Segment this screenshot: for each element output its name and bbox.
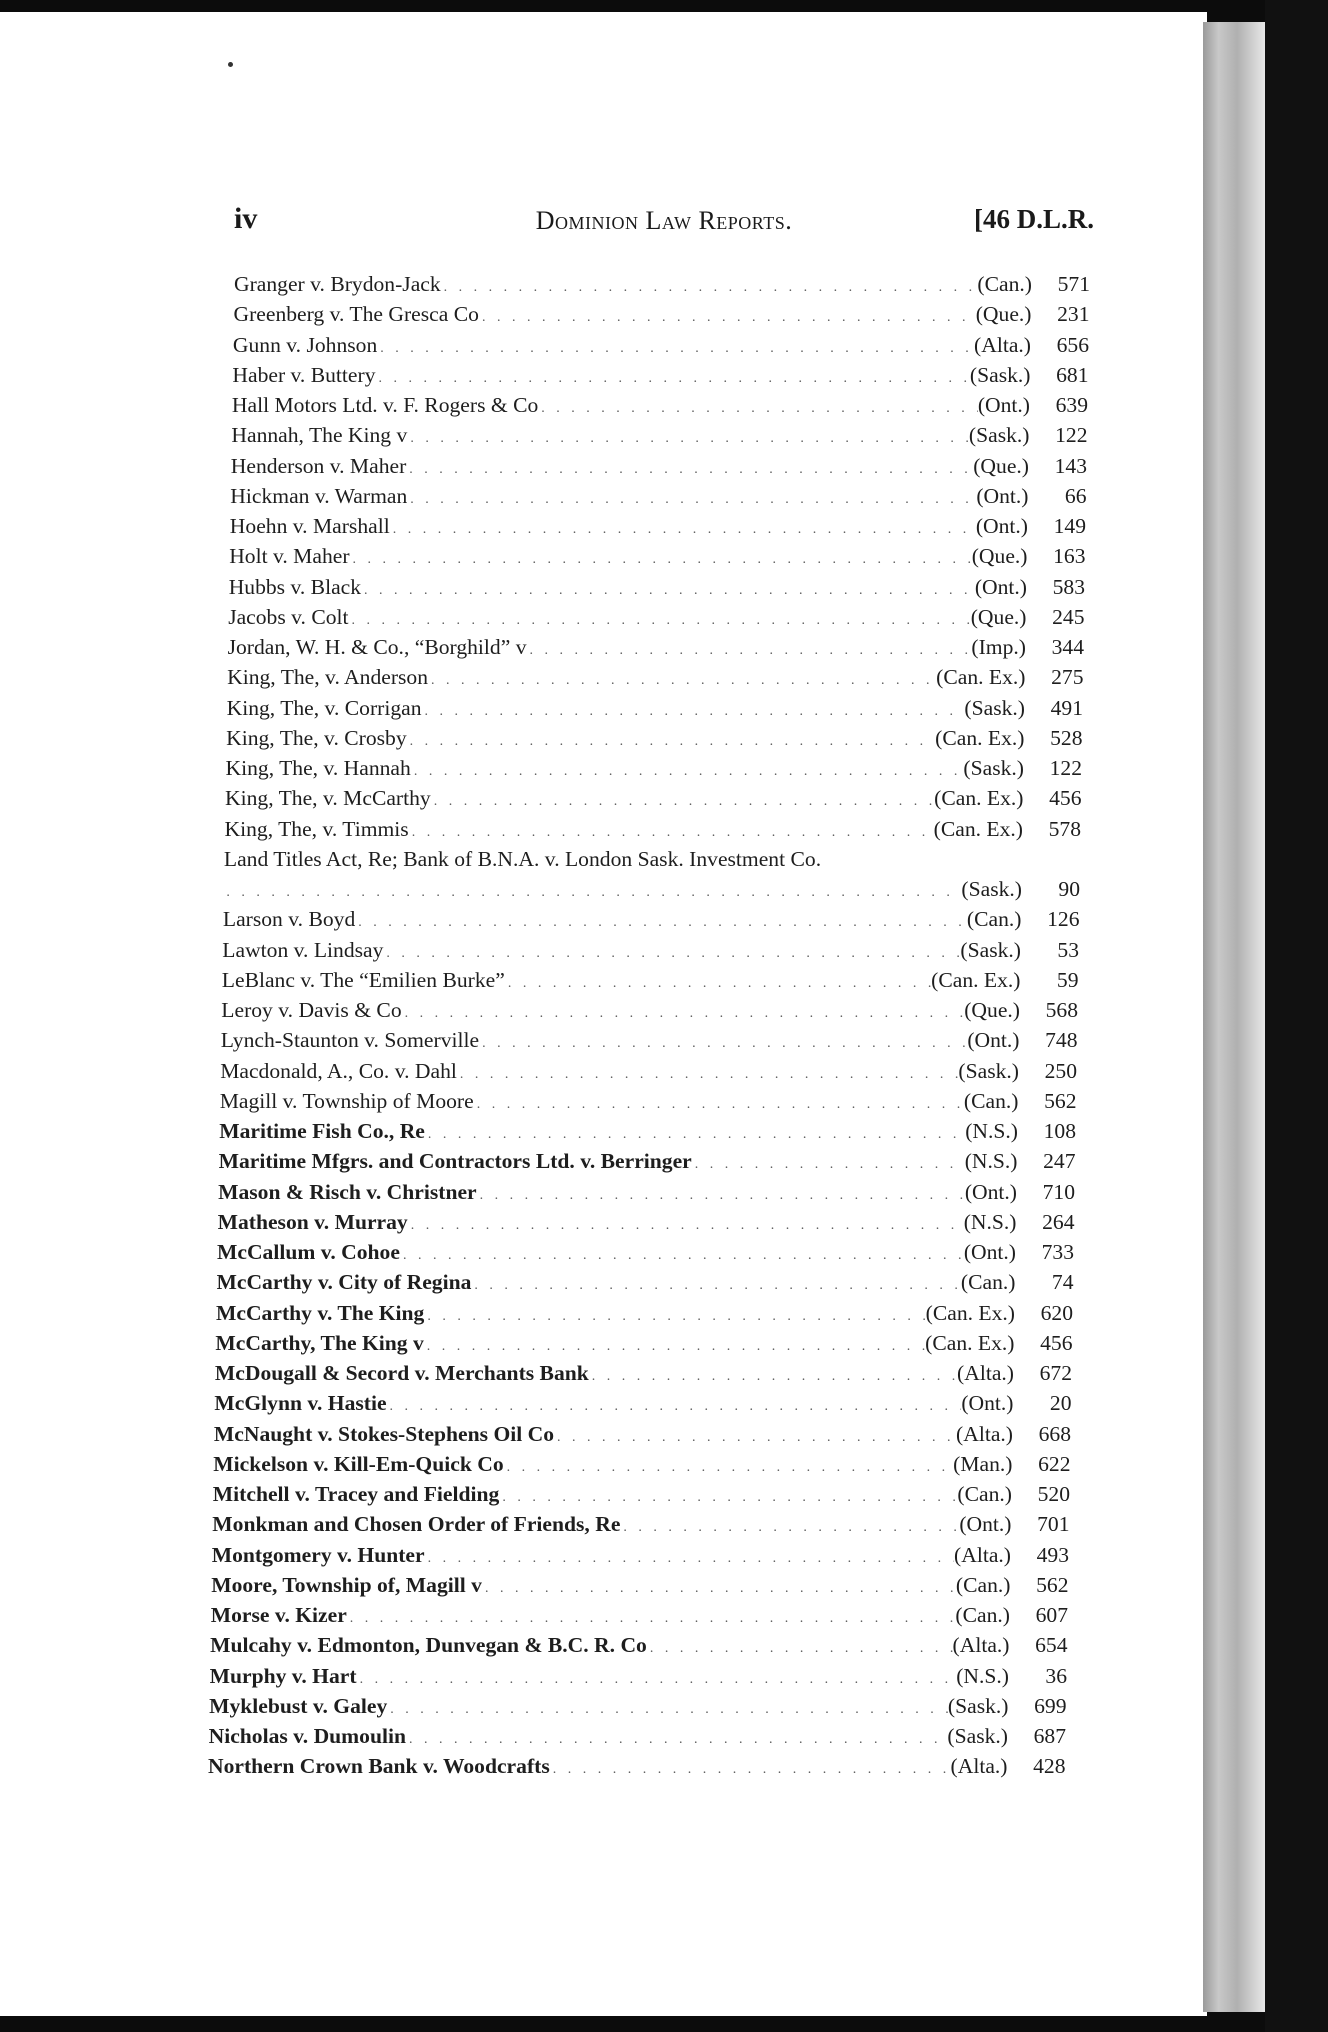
- case-name: King, The, v. Timmis: [224, 816, 409, 841]
- case-name: Murphy v. Hart: [209, 1663, 357, 1688]
- court-abbreviation: (Alta.): [974, 332, 1031, 357]
- court-abbreviation: (Que.): [964, 998, 1020, 1022]
- case-name: Matheson v. Murray: [217, 1209, 408, 1234]
- case-name: King, The, v. McCarthy: [225, 786, 431, 811]
- case-name: Montgomery v. Hunter: [211, 1542, 425, 1567]
- dot-leader: [589, 1369, 957, 1385]
- volume-reference: [46 D.L.R.: [974, 204, 1094, 234]
- page-number: 90: [1058, 877, 1080, 901]
- court-abbreviation: (Sask.): [968, 423, 1030, 448]
- case-name: Haber v. Buttery: [232, 362, 376, 387]
- dot-leader: [407, 734, 936, 750]
- dot-leader: [406, 1732, 947, 1748]
- dot-leader: [376, 371, 970, 387]
- case-name: LeBlanc v. The “Emilien Burke”: [221, 967, 505, 992]
- court-abbreviation: (Can.): [963, 1088, 1019, 1113]
- dot-leader: [471, 1278, 961, 1294]
- court-abbreviation: (Sask.): [947, 1724, 1008, 1748]
- index-entry: [230, 484, 1086, 514]
- dot-leader: [499, 1490, 957, 1506]
- index-entry: [227, 665, 1083, 695]
- index-entry: [219, 1149, 1076, 1179]
- case-name: Hoehn v. Marshall: [229, 514, 390, 538]
- case-name: King, The, v. Anderson: [227, 665, 429, 690]
- court-abbreviation: (Man.): [953, 1451, 1013, 1476]
- index-entry: [210, 1664, 1067, 1694]
- running-header: [234, 202, 1094, 242]
- index-entry: [234, 302, 1090, 332]
- case-name: King, The, v. Corrigan: [226, 695, 422, 720]
- case-name: McCarthy v. The King: [216, 1300, 425, 1325]
- page-number: 491: [1050, 695, 1083, 720]
- case-name: Gunn v. Johnson: [232, 332, 378, 357]
- index-entry: [215, 1361, 1072, 1391]
- page-number: 74: [1051, 1270, 1074, 1295]
- page-number: 687: [1033, 1724, 1066, 1748]
- case-name: Morse v. Kizer: [210, 1603, 347, 1627]
- court-abbreviation: (Ont.): [961, 1391, 1014, 1416]
- index-entry: [214, 1391, 1071, 1421]
- dot-leader: [408, 1218, 964, 1234]
- page-number: 428: [1033, 1754, 1066, 1779]
- dot-leader: [377, 341, 974, 357]
- case-name: Magill v. Township of Moore: [219, 1088, 474, 1113]
- court-abbreviation: (Can. Ex.): [925, 1330, 1015, 1355]
- case-name: Hannah, The King v: [231, 423, 408, 448]
- court-abbreviation: (Que.): [975, 302, 1032, 327]
- index-entry: [218, 1180, 1075, 1210]
- page-number: 562: [1036, 1572, 1069, 1597]
- dot-leader: [620, 1520, 959, 1536]
- court-abbreviation: (Can. Ex.): [925, 1300, 1015, 1325]
- court-abbreviation: (Can.): [955, 1572, 1011, 1597]
- dot-leader: [504, 1460, 954, 1476]
- index-entry: [226, 726, 1082, 756]
- index-entry: [230, 514, 1086, 544]
- case-name: Lynch-Staunton v. Somerville: [220, 1028, 480, 1053]
- case-name: Lawton v. Lindsay: [222, 937, 384, 962]
- page-number: 456: [1049, 786, 1082, 811]
- index-entry: [208, 1754, 1066, 1784]
- case-name: Mason & Risch v. Christner: [218, 1179, 477, 1204]
- case-name: Jordan, W. H. & Co., “Borghild” v: [227, 635, 527, 659]
- case-name: Nicholas v. Dumoulin: [208, 1724, 406, 1748]
- index-entry: [212, 1543, 1069, 1573]
- running-title: Dominion Law Reports.: [535, 206, 793, 235]
- court-abbreviation: (Ont.): [967, 1028, 1020, 1053]
- dot-leader: [390, 522, 976, 538]
- page-number: 699: [1034, 1693, 1067, 1718]
- dot-leader: [407, 492, 976, 508]
- dot-leader: [477, 1188, 965, 1204]
- index-entry: [214, 1422, 1071, 1452]
- dot-leader: [554, 1430, 956, 1446]
- index-entry: [221, 998, 1078, 1028]
- court-abbreviation: (Sask.): [961, 877, 1022, 901]
- index-entry: [217, 1240, 1074, 1270]
- page-number: 654: [1035, 1633, 1068, 1658]
- page-number: 53: [1057, 937, 1079, 962]
- page-number: 571: [1057, 272, 1090, 296]
- court-abbreviation: (Ont.): [976, 483, 1029, 508]
- index-entry: [222, 938, 1079, 968]
- dot-leader: [457, 1067, 959, 1083]
- index-entry: [229, 575, 1085, 605]
- index-entry: [209, 1724, 1066, 1754]
- case-name: Hickman v. Warman: [230, 483, 408, 508]
- court-abbreviation: (Ont.): [975, 514, 1028, 538]
- court-abbreviation: (Ont.): [977, 393, 1030, 417]
- case-index: [208, 272, 1090, 1785]
- index-entry: [211, 1603, 1068, 1633]
- index-entry: [222, 968, 1079, 998]
- index-entry: [225, 817, 1082, 847]
- case-name: King, The, v. Crosby: [226, 725, 407, 750]
- index-entry: [232, 363, 1088, 393]
- page-number: 264: [1042, 1209, 1075, 1234]
- case-name: McGlynn v. Hastie: [214, 1391, 387, 1416]
- index-entry: [223, 877, 1080, 907]
- index-entry: [226, 756, 1083, 786]
- index-entry: [228, 605, 1084, 635]
- index-entry: [231, 454, 1087, 484]
- index-entry: [224, 847, 1081, 877]
- case-name: Leroy v. Davis & Co: [221, 998, 402, 1022]
- page-number: 583: [1052, 574, 1085, 599]
- dot-leader: [400, 1248, 964, 1264]
- court-abbreviation: (Sask.): [960, 937, 1021, 962]
- page-number: 149: [1053, 514, 1086, 538]
- dot-leader: [349, 613, 971, 629]
- case-name: Mickelson v. Kill-Em-Quick Co: [213, 1451, 504, 1476]
- court-abbreviation: (Can. Ex.): [931, 967, 1021, 992]
- court-abbreviation: (Que.): [970, 604, 1027, 629]
- index-entry: [218, 1210, 1075, 1240]
- page-number: 108: [1043, 1119, 1076, 1143]
- dot-leader: [407, 431, 969, 447]
- court-abbreviation: (Que.): [973, 453, 1029, 478]
- dot-leader: [387, 1702, 948, 1718]
- case-name: McNaught v. Stokes-Stephens Oil Co: [213, 1421, 555, 1446]
- court-abbreviation: (Can.): [960, 1270, 1016, 1295]
- page-scan: [0, 12, 1207, 2016]
- dot-leader: [479, 1036, 967, 1052]
- page-number: 275: [1051, 665, 1084, 690]
- case-name: Holt v. Maher: [229, 544, 350, 569]
- court-abbreviation: (Alta.): [956, 1421, 1013, 1446]
- court-abbreviation: (Sask.): [964, 695, 1025, 720]
- page-number: 562: [1044, 1088, 1077, 1113]
- page-number: 639: [1055, 393, 1088, 417]
- dot-leader: [550, 1762, 951, 1778]
- dot-leader: [474, 1097, 964, 1113]
- dot-leader: [424, 1339, 925, 1355]
- dot-leader: [361, 583, 975, 599]
- page-number: 245: [1052, 604, 1085, 629]
- page-number: 456: [1040, 1330, 1073, 1355]
- index-entry: [221, 1028, 1078, 1058]
- case-name: Hubbs v. Black: [228, 574, 362, 599]
- page-number: 122: [1055, 423, 1088, 448]
- index-entry: [215, 1331, 1072, 1361]
- page-number: 701: [1037, 1512, 1070, 1537]
- dot-leader: [383, 946, 960, 962]
- index-entry: [228, 635, 1084, 665]
- dot-leader: [402, 1006, 965, 1022]
- index-entry: [227, 696, 1083, 726]
- case-name: Hall Motors Ltd. v. F. Rogers & Co: [231, 393, 539, 417]
- case-name: Henderson v. Maher: [230, 453, 407, 478]
- index-entry: [210, 1633, 1067, 1663]
- index-entry: [217, 1270, 1074, 1300]
- page-number: 59: [1056, 967, 1079, 992]
- court-abbreviation: (Sask.): [947, 1693, 1009, 1718]
- index-entry: [220, 1059, 1077, 1089]
- page-number: 568: [1045, 998, 1078, 1022]
- court-abbreviation: (Ont.): [963, 1240, 1016, 1264]
- dot-leader: [527, 643, 972, 659]
- case-name: Larson v. Boyd: [222, 907, 356, 932]
- index-entry: [212, 1512, 1069, 1542]
- dot-leader: [387, 1399, 962, 1415]
- case-name: Granger v. Brydon-Jack: [234, 272, 441, 296]
- case-name: McDougall & Secord v. Merchants Bank: [214, 1361, 589, 1385]
- court-abbreviation: (Alta.): [952, 1633, 1010, 1658]
- court-abbreviation: (Can. Ex.): [935, 725, 1025, 750]
- index-entry: [219, 1119, 1076, 1149]
- index-entry: [213, 1482, 1070, 1512]
- case-name: Mitchell v. Tracey and Fielding: [212, 1482, 500, 1506]
- page-number: 163: [1053, 544, 1086, 569]
- court-abbreviation: (N.S.): [964, 1149, 1018, 1174]
- dot-leader: [479, 310, 976, 326]
- case-name: Maritime Mfgrs. and Contractors Ltd. v. Berringer: [218, 1149, 692, 1174]
- index-entry: [213, 1452, 1070, 1482]
- case-name: McCallum v. Cohoe: [217, 1240, 400, 1264]
- court-abbreviation: (N.S.): [965, 1119, 1018, 1143]
- ink-speck: [228, 62, 233, 67]
- dot-leader: [355, 915, 967, 931]
- dot-leader: [482, 1581, 956, 1597]
- case-name: Moore, Township of, Magill v: [211, 1572, 482, 1597]
- page-number: 247: [1043, 1149, 1076, 1174]
- page-number: 143: [1054, 453, 1087, 478]
- court-abbreviation: (Ont.): [964, 1179, 1017, 1204]
- court-abbreviation: (Alta.): [950, 1754, 1008, 1779]
- court-abbreviation: (Can.): [977, 272, 1032, 296]
- court-abbreviation: (Ont.): [974, 574, 1027, 599]
- dot-leader: [223, 885, 961, 901]
- page-number: 250: [1044, 1058, 1077, 1083]
- page-number: 607: [1035, 1603, 1068, 1627]
- court-abbreviation: (Alta.): [957, 1361, 1014, 1385]
- court-abbreviation: (Can.): [957, 1482, 1012, 1506]
- court-abbreviation: (Alta.): [954, 1542, 1011, 1567]
- dot-leader: [406, 462, 973, 478]
- page-number: 528: [1050, 725, 1083, 750]
- page-number: 344: [1051, 635, 1084, 659]
- index-entry: [211, 1573, 1068, 1603]
- case-name: Northern Crown Bank v. Woodcrafts: [208, 1754, 550, 1779]
- index-entry: [225, 786, 1082, 816]
- court-abbreviation: (N.S.): [963, 1209, 1017, 1234]
- page-number: 748: [1045, 1028, 1078, 1053]
- index-entry: [209, 1694, 1066, 1724]
- court-abbreviation: (Sask.): [958, 1058, 1019, 1083]
- court-abbreviation: (Sask.): [969, 362, 1031, 387]
- case-name: Macdonald, A., Co. v. Dahl: [220, 1058, 457, 1083]
- page-number: 66: [1064, 483, 1087, 508]
- case-name: Jacobs v. Colt: [228, 604, 349, 629]
- page-number: 668: [1038, 1421, 1071, 1446]
- dot-leader: [409, 825, 934, 841]
- court-abbreviation: (Can. Ex.): [936, 665, 1026, 690]
- dot-leader: [411, 764, 964, 780]
- court-abbreviation: (Que.): [971, 544, 1028, 569]
- dot-leader: [357, 1672, 957, 1688]
- dot-leader: [505, 976, 931, 992]
- dot-leader: [431, 794, 934, 810]
- case-name: Myklebust v. Galey: [209, 1693, 388, 1718]
- case-name: McCarthy, The King v: [215, 1330, 424, 1355]
- page-number: 520: [1037, 1482, 1070, 1506]
- court-abbreviation: (Imp.): [971, 635, 1026, 659]
- page-number: 36: [1045, 1663, 1067, 1688]
- book-page-edge: [1203, 22, 1265, 2012]
- case-name: Greenberg v. The Gresca Co: [233, 302, 479, 327]
- page-number: 672: [1039, 1361, 1072, 1385]
- dot-leader: [424, 1309, 925, 1325]
- case-name: Land Titles Act, Re; Bank of B.N.A. v. London Sask. Investment Co.: [223, 846, 822, 871]
- court-abbreviation: (Sask.): [963, 756, 1024, 780]
- index-entry: [216, 1301, 1073, 1331]
- page-folio: iv: [234, 202, 258, 235]
- case-name: Maritime Fish Co., Re: [219, 1119, 425, 1143]
- page-number: 620: [1040, 1300, 1073, 1325]
- index-entry: [234, 272, 1090, 302]
- page-number: 622: [1038, 1451, 1071, 1476]
- dot-leader: [692, 1157, 965, 1173]
- index-entry: [232, 393, 1088, 423]
- court-abbreviation: (Can.): [955, 1603, 1010, 1627]
- dot-leader: [441, 280, 978, 296]
- case-name: King, The, v. Hannah: [225, 756, 411, 780]
- page-number: 656: [1056, 332, 1089, 357]
- case-name: Mulcahy v. Edmonton, Dunvegan & B.C. R. Co: [210, 1633, 647, 1658]
- dot-leader: [347, 1611, 956, 1627]
- court-abbreviation: (Can. Ex.): [933, 816, 1023, 841]
- dot-leader: [428, 673, 936, 689]
- case-name: Monkman and Chosen Order of Friends, Re: [212, 1512, 621, 1537]
- page-number: 20: [1049, 1391, 1072, 1416]
- dot-leader: [647, 1641, 953, 1657]
- scan-border: [1265, 0, 1328, 2032]
- page-number: 681: [1056, 362, 1089, 387]
- court-abbreviation: (Can. Ex.): [934, 786, 1024, 811]
- page-number: 578: [1048, 816, 1081, 841]
- court-abbreviation: (N.S.): [956, 1663, 1009, 1688]
- page-number: 710: [1042, 1179, 1075, 1204]
- dot-leader: [425, 1127, 965, 1143]
- dot-leader: [422, 704, 965, 720]
- dot-leader: [425, 1551, 954, 1567]
- court-abbreviation: (Ont.): [959, 1512, 1012, 1537]
- page-number: 493: [1036, 1542, 1069, 1567]
- page-number: 733: [1041, 1240, 1074, 1264]
- index-entry: [223, 907, 1080, 937]
- index-entry: [231, 423, 1087, 453]
- dot-leader: [350, 552, 972, 568]
- dot-leader: [538, 401, 978, 417]
- case-name: McCarthy v. City of Regina: [216, 1270, 472, 1295]
- index-entry: [233, 333, 1089, 363]
- court-abbreviation: (Can.): [966, 907, 1022, 932]
- page-number: 126: [1047, 907, 1080, 932]
- index-entry: [229, 544, 1085, 574]
- page-number: 122: [1049, 756, 1082, 780]
- page-number: 231: [1057, 302, 1090, 327]
- index-entry: [220, 1089, 1077, 1119]
